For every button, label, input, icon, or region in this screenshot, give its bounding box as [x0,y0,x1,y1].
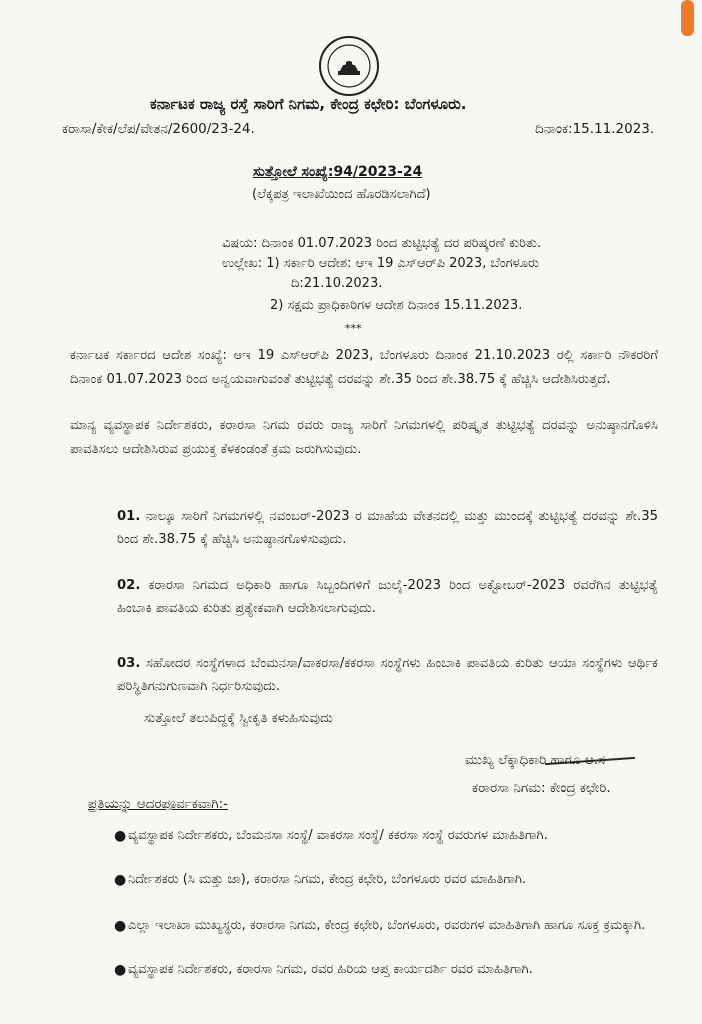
item-text: ಸಹೋದರ ಸಂಸ್ಥೆಗಳಾದ ಬೆಂಮನಸಾ/ವಾಕರಸಾ/ಕಕರಸಾ ಸಂಸ್ಥೆಗಳು ಹಿಂಬಾಕಿ ಪಾವತಿಯ ಕುರಿತು ಆಯಾ ಸಂಸ್ಥೆಗಳು ಆರ್ಥಿಕ ಪರಿಸ್ಥಿತಿಗನುಗುಣವಾಗಿ ನಿರ್ಧರಿಸುವುದು. [117,656,658,694]
reference-1: ಉಲ್ಲೇಖ: 1) ಸರ್ಕಾರಿ ಆದೇಶ: ಆಇ 19 ಎಸ್‌ಆರ್‌ಪಿ 2023, ಬೆಂಗಳೂರು [222,256,540,271]
subject-line: ವಿಷಯ: ದಿನಾಂಕ 01.07.2023 ರಿಂದ ತುಟ್ಟಿಭತ್ಯೆ ದರ ಪರಿಷ್ಕರಣೆ ಕುರಿತು. [222,236,542,251]
document-date: ದಿನಾಂಕ:15.11.2023. [535,121,655,137]
action-item-1 [117,505,658,551]
issued-by: (ಲೆಕ್ಕಪತ್ರ ಇಲಾಖೆಯಿಂದ ಹೊರಡಿಸಲಾಗಿದೆ) [252,187,431,202]
copy-recipient [88,916,663,936]
copy-recipient [88,826,663,846]
bullet-icon: ● [114,828,127,844]
action-item-3 [117,652,658,698]
copy-recipient-text: ವ್ಯವಸ್ಥಾಪಕ ನಿರ್ದೇಶಕರು, ಕರಾರಸಾ ನಿಗಮ, ರವರ ಹಿರಿಯ ಆಪ್ತ ಕಾರ್ಯದರ್ಶಿ ರವರ ಮಾಹಿತಿಗಾಗಿ. [128,962,533,977]
item-number: 03. [117,656,141,671]
signatory-title: ಮುಖ್ಯ ಲೆಕ್ಕಾಧಿಕಾರಿ ಹಾಗೂ ಆ.ಸ [465,752,606,768]
ksrtc-emblem-icon [318,35,380,97]
copy-to-heading: ಪ್ರತಿಯನ್ನು ಆದರಪೂರ್ವಕವಾಗಿ:- [88,796,229,812]
circular-number: ಸುತ್ತೋಲೆ ಸಂಖ್ಯೆ:94/2023-24 [253,164,423,180]
copy-recipient [88,870,663,890]
reference-number: ಕರಾಸಾ/ಕೇಕ/ಲೆಪ/ವೇತನ/2600/23-24. [62,121,255,137]
bullet-icon: ● [114,918,127,934]
item-number: 02. [117,578,141,593]
item-number: 01. [117,509,141,524]
item-text: ಕರಾರಸಾ ನಿಗಮದ ಅಧಿಕಾರಿ ಹಾಗೂ ಸಿಬ್ಬಂದಿಗಳಿಗೆ ಜುಲೈ-2023 ರಿಂದ ಅಕ್ಟೋಬರ್-2023 ರವರೆಗಿನ ತುಟ್ಟಿಭತ್ಯೆ ಹಿಂಬಾಕಿ ಪಾವತಿಯ ಕುರಿತು ಪ್ರತ್ಯೇಕವಾಗಿ ಆದೇಶಿಸಲಾಗುವುದು. [117,578,658,616]
separator: *** [345,322,362,335]
body-paragraph-1: ಕರ್ನಾಟಕ ಸರ್ಕಾರದ ಆದೇಶ ಸಂಖ್ಯೆ: ಆಇ 19 ಎಸ್‌ಆರ್‌ಪಿ 2023, ಬೆಂಗಳೂರು ದಿನಾಂಕ 21.10.2023 ರಲ್ಲಿ ಸರ್ಕಾರಿ ನೌಕರರಿಗೆ ದಿನಾಂಕ 01.07.2023 ರಿಂದ ಅನ್ವಯವಾಗುವಂತೆ ತುಟ್ಟಿಭತ್ಯೆ ದರವನ್ನು ಶೇ.35 ರಿಂದ ಶೇ.38.75 ಕ್ಕೆ ಹೆಚ್ಚಿಸಿ ಆದೇಶಿಸಿರುತ್ತದೆ. [70,348,658,387]
bullet-icon: ● [114,872,127,888]
bullet-icon: ● [114,962,127,978]
organization-title: ಕರ್ನಾಟಕ ರಾಜ್ಯ ರಸ್ತೆ ಸಾರಿಗೆ ನಿಗಮ, ಕೇಂದ್ರ ಕಛೇರಿ: ಬೆಂಗಳೂರು. [150,95,467,113]
scrollbar-thumb[interactable] [681,0,694,36]
signatory-office: ಕರಾರಸಾ ನಿಗಮ: ಕೇಂದ್ರ ಕಛೇರಿ. [472,780,611,796]
closing-line: ಸುತ್ತೋಲೆ ತಲುಪಿದ್ದಕ್ಕೆ ಸ್ವೀಕೃತಿ ಕಳುಹಿಸುವುದು [144,711,333,726]
action-item-2 [117,574,658,620]
item-text: ನಾಲ್ಕೂ ಸಾರಿಗೆ ನಿಗಮಗಳಲ್ಲಿ ನವಂಬರ್-2023 ರ ಮಾಹೆಯ ವೇತನದಲ್ಲಿ ಮತ್ತು ಮುಂದಕ್ಕೆ ತುಟ್ಟಿಭತ್ಯೆ ದರವನ್ನು ಶೇ.35 ರಿಂದ ಶೇ.38.75 ಕ್ಕೆ ಹೆಚ್ಚಿಸಿ ಅನುಷ್ಠಾನಗೊಳಿಸುವುದು. [117,509,658,547]
copy-recipient-text: ಎಲ್ಲಾ ಇಲಾಖಾ ಮುಖ್ಯಸ್ಥರು, ಕರಾರಸಾ ನಿಗಮ, ಕೇಂದ್ರ ಕಛೇರಿ, ಬೆಂಗಳೂರು, ರವರುಗಳ ಮಾಹಿತಿಗಾಗಿ ಹಾಗೂ ಸೂಕ್ತ ಕ್ರಮಕ್ಕಾಗಿ. [128,918,646,933]
copy-recipient-text: ವ್ಯವಸ್ಥಾಪಕ ನಿರ್ದೇಶಕರು, ಬೆಂಮನಸಾ ಸಂಸ್ಥೆ/ ವಾಕರಸಾ ಸಂಸ್ಥೆ/ ಕಕರಸಾ ಸಂಸ್ಥೆ ರವರುಗಳ ಮಾಹಿತಿಗಾಗಿ. [128,828,548,843]
reference-2: 2) ಸಕ್ಷಮ ಪ್ರಾಧಿಕಾರಿಗಳ ಆದೇಶ ದಿನಾಂಕ 15.11.2023. [270,298,523,313]
reference-1-date: ದಿ:21.10.2023. [291,276,383,291]
copy-recipient [88,960,663,980]
copy-recipient-text: ನಿರ್ದೇಶಕರು (ಸಿ ಮತ್ತು ಜಾ), ಕರಾರಸಾ ನಿಗಮ, ಕೇಂದ್ರ ಕಛೇರಿ, ಬೆಂಗಳೂರು ರವರ ಮಾಹಿತಿಗಾಗಿ. [128,872,527,887]
body-paragraph-2: ಮಾನ್ಯ ವ್ಯವಸ್ಥಾಪಕ ನಿರ್ದೇಶಕರು, ಕರಾರಸಾ ನಿಗಮ ರವರು ರಾಜ್ಯ ಸಾರಿಗೆ ನಿಗಮಗಳಲ್ಲಿ ಪರಿಷ್ಕೃತ ತುಟ್ಟಿಭತ್ಯೆ ದರವನ್ನು ಅನುಷ್ಠಾನಗೊಳಿಸಿ ಪಾವತಿಸಲು ಆದೇಶಿಸಿರುವ ಪ್ರಯುಕ್ತ ಕೆಳಕಂಡಂತೆ ಕ್ರಮ ಜರುಗಿಸುವುದು. [70,418,658,457]
